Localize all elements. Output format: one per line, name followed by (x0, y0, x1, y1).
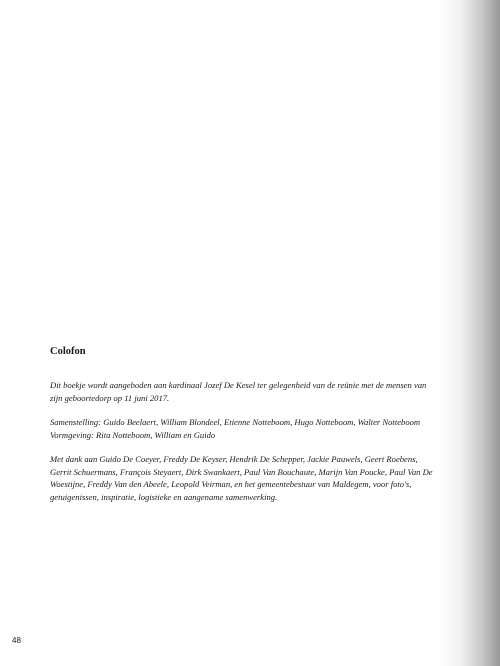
colophon-section (50, 345, 435, 515)
credits-paragraph: Samenstelling: Guido Beelaert, William Blondeel, Etienne Notteboom, Hugo Notteboom, Walter Notteboom Vormgeving: Rita Notteboom, William en Guido (50, 417, 421, 440)
dedication-paragraph: Dit boekje wordt aangeboden aan kardinaal Jozef De Kesel ter gelegenheid van de reünie met de mensen van zijn geboortedorp op 11 juni 2017. (50, 380, 427, 403)
page-number: 48 (12, 636, 21, 645)
acknowledgements-paragraph: Met dank aan Guido De Coeyer, Freddy De Keyser, Hendrik De Schepper, Jackie Pauwels, Geert Roebens, Gerrit Schuermans, François Steyaert, Dirk Swankaert, Paul Van Bouchaute, Marijn Van Poucke, Paul Van De Woestijne, Freddy Van den Abeele, Leopold Veirman, en het gemeentebestuur van Maldegem, voor foto's, getuigenissen, inspiratie, logistieke en aangename samenwerking. (50, 454, 433, 502)
colophon-heading: Colofon (50, 346, 86, 357)
page-edge-shadow (440, 0, 500, 666)
